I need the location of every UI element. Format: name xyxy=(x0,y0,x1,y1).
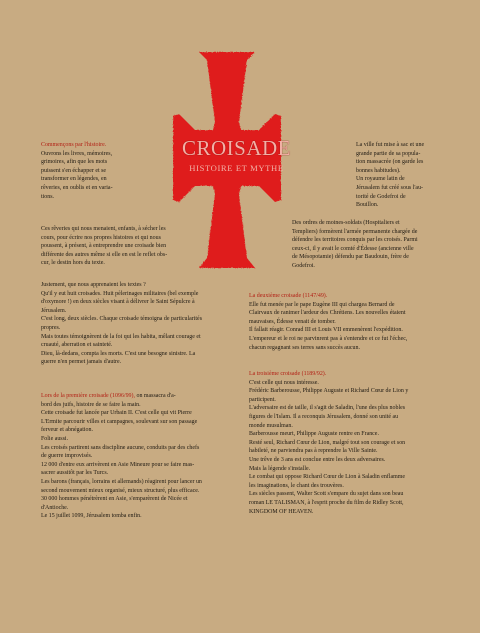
third-line: Resté seul, Richard Cœur de Lion, malgré tout son courage et son xyxy=(249,439,406,446)
third-line: monde musulman. xyxy=(249,422,293,429)
siege-line: grande partie de sa popula- xyxy=(356,150,421,157)
history-line: Qu'il y eut huit croisades. Huit pèlerinages militaires (bel exemple xyxy=(41,290,199,297)
third-line: figures de l'Islam. Il a reconquis Jérusalem, donné son unité au xyxy=(249,413,399,420)
first-crusade-heading-line xyxy=(41,392,241,401)
history-line: propres. xyxy=(41,324,61,331)
first-line: second mouvement mieux organisé, mieux structuré, plus efficace. xyxy=(41,487,200,494)
siege-line: défendre les territoires conquis par les croisés. Parmi xyxy=(292,237,418,244)
third-line: KINGDOM OF HEAVEN. xyxy=(249,508,314,515)
siege-line: bonnes habitudes). xyxy=(356,167,401,174)
reveries-line: cur, le destin hors du texte. xyxy=(41,260,105,267)
first-crusade-heading-rest: on massacra d'a- xyxy=(136,393,176,399)
third-line: habileté, ne parviendra pas à reprendre la Ville Sainte. xyxy=(249,448,378,455)
second-line: Il fallait réagir. Conrad III et Louis VII emmenèrent l'expédition. xyxy=(249,327,403,334)
second-crusade-heading: La deuxième croisade (1147/49). xyxy=(249,293,328,299)
siege-narrow-block xyxy=(356,141,446,210)
first-line: Le 15 juillet 1099, Jérusalem tomba enfin. xyxy=(41,513,142,520)
siege-line: Un royaume latin de xyxy=(356,176,405,183)
intro-line: puissent s'en échapper et se xyxy=(41,167,107,174)
intro-line: rêveries, en oublis et en varia- xyxy=(41,184,113,191)
siege-line: tion massacrée (on garde les xyxy=(356,159,424,166)
cross-subtitle: HISTOIRE ET MYTHE xyxy=(189,163,284,173)
first-line: ferveur et abnégation. xyxy=(41,427,93,434)
first-line: Cette croisade fut lancée par Urbain II. C'est celle qui vit Pierre xyxy=(41,410,192,417)
first-line: 12 000 d'entre eux arrivèrent en Asie Mineure pour se faire mas- xyxy=(41,461,195,468)
second-crusade-block xyxy=(249,292,449,352)
siege-line: Jérusalem fut créé sous l'au- xyxy=(356,184,424,191)
intro-heading: Commençons par l'histoire. xyxy=(41,142,107,148)
first-line: sacrer aussitôt par les Turcs. xyxy=(41,470,109,477)
intro-line: tions. xyxy=(41,193,55,200)
third-crusade-block xyxy=(249,370,449,516)
intro-block xyxy=(41,141,161,201)
cross-title: CROISADE xyxy=(181,136,291,160)
third-crusade-heading: La troisième croisade (1189/92). xyxy=(249,371,327,377)
second-line: chacun regagnant ses terres sans succès aucun. xyxy=(249,344,360,351)
siege-line: torité de Godefroi de xyxy=(356,193,406,200)
siege-line: Des ordres de moines-soldats (Hospitaliers et xyxy=(292,220,400,226)
second-line: mauvaises, Édesse venait de tomber. xyxy=(249,318,336,325)
siege-line: Bouillon. xyxy=(356,202,379,209)
intro-line: transformer en légendes, en xyxy=(41,176,107,183)
first-line: bord des juifs, histoire de se faire la main. xyxy=(41,401,141,408)
siege-line: de Mésopotamie) défendu par Baudouin, frère de xyxy=(292,254,409,261)
history-line: cruauté, aberration et sainteté. xyxy=(41,342,113,349)
third-line: les imaginations, le chant des trouvères. xyxy=(249,482,344,489)
first-line: Les barons (français, lorrains et allemands) réagirent pour lancer un xyxy=(41,478,202,485)
intro-line: grimoires, afin que les mots xyxy=(41,159,108,166)
history-line: d'oxymore !) en deux siècles visant à délivrer le Saint Sépulcre à xyxy=(41,299,195,306)
reveries-line: cours, pour écrire nos propres histoires et qui nous xyxy=(41,234,161,241)
intro-line: Ouvrons les livres, mémoires, xyxy=(41,150,113,157)
second-line: Clairvaux de ranimer l'ardeur des Chrétiens. Les nouvelles étaient xyxy=(249,310,406,317)
first-line: L'Ermite parcourir villes et campagnes, soulevant sur son passage xyxy=(41,418,198,425)
history-block xyxy=(41,281,241,367)
reveries-block xyxy=(41,225,201,268)
first-line: d'Antioche. xyxy=(41,504,69,511)
history-line: Justement, que nous apprenaient les textes ? xyxy=(41,282,146,288)
third-line: Une trêve de 3 ans est conclue entre les deux adversaires. xyxy=(249,456,386,463)
third-line: participent. xyxy=(249,396,276,403)
first-line: Les croisés partirent sans discipline aucune, conduits par des chefs xyxy=(41,444,200,451)
second-line: L'empereur et le roi ne parvinrent pas à s'entendre et ce fut l'échec, xyxy=(249,335,408,342)
history-line: Jérusalem. xyxy=(41,307,67,314)
first-crusade-block xyxy=(41,392,241,521)
history-line: Mais toutes témoignèrent de la foi qui les habita, mêlant courage et xyxy=(41,333,201,340)
siege-line: ceux-ci, il y avait le comté d'Édesse (ancienne ville xyxy=(292,245,414,252)
third-line: L'adversaire est de taille, il s'agit de Saladin, l'une des plus nobles xyxy=(249,405,406,412)
siege-line: Templiers) formèrent l'armée permanente chargée de xyxy=(292,228,418,235)
third-line: C'est celle qui nous intéresse. xyxy=(249,379,319,386)
siege-line: Godefroi. xyxy=(292,262,315,269)
third-line: Barberousse meurt, Philippe Auguste rentre en France. xyxy=(249,431,379,438)
history-line: guerre n'en permet jamais d'autre. xyxy=(41,359,122,366)
first-crusade-heading: Lors de la première croisade (1096/99), xyxy=(41,393,135,399)
siege-line: La ville fut mise à sac et une xyxy=(356,142,425,148)
third-line: roman LE TALISMAN, à l'esprit proche du film de Ridley Scott, xyxy=(249,499,404,506)
third-line: Les siècles passent, Walter Scott s'empare du sujet dans son beau xyxy=(249,491,404,498)
second-line: Elle fut menée par le pape Eugène III qui chargea Bernard de xyxy=(249,301,395,308)
third-line: Mais la légende s'installe. xyxy=(249,465,311,472)
first-line: de guerre improvisés. xyxy=(41,453,93,460)
history-line: C'est long, deux siècles. Chaque croisade témoigna de particularités xyxy=(41,316,203,323)
reveries-line: poussent, à présent, à entreprendre une croisade bien xyxy=(41,243,167,250)
reveries-line: différente des autres même si elle en est le reflet obs- xyxy=(41,251,168,258)
first-line: 30 000 hommes pénétrèrent en Asie, s'emparèrent de Nicée et xyxy=(41,496,188,503)
third-line: Frédéric Barberousse, Philippe Auguste et Richard Cœur de Lion y xyxy=(249,388,409,395)
reveries-line: Ces rêveries qui nous menaient, enfants, à sécher les xyxy=(41,226,166,232)
third-line: Le combat qui oppose Richard Cœur de Lion à Saladin enflamme xyxy=(249,474,405,481)
first-line: Folie aussi. xyxy=(41,435,69,442)
history-line: Dieu, là-dedans, compta les morts. C'est une besogne sinistre. La xyxy=(41,350,196,357)
siege-wide-block xyxy=(292,219,452,271)
